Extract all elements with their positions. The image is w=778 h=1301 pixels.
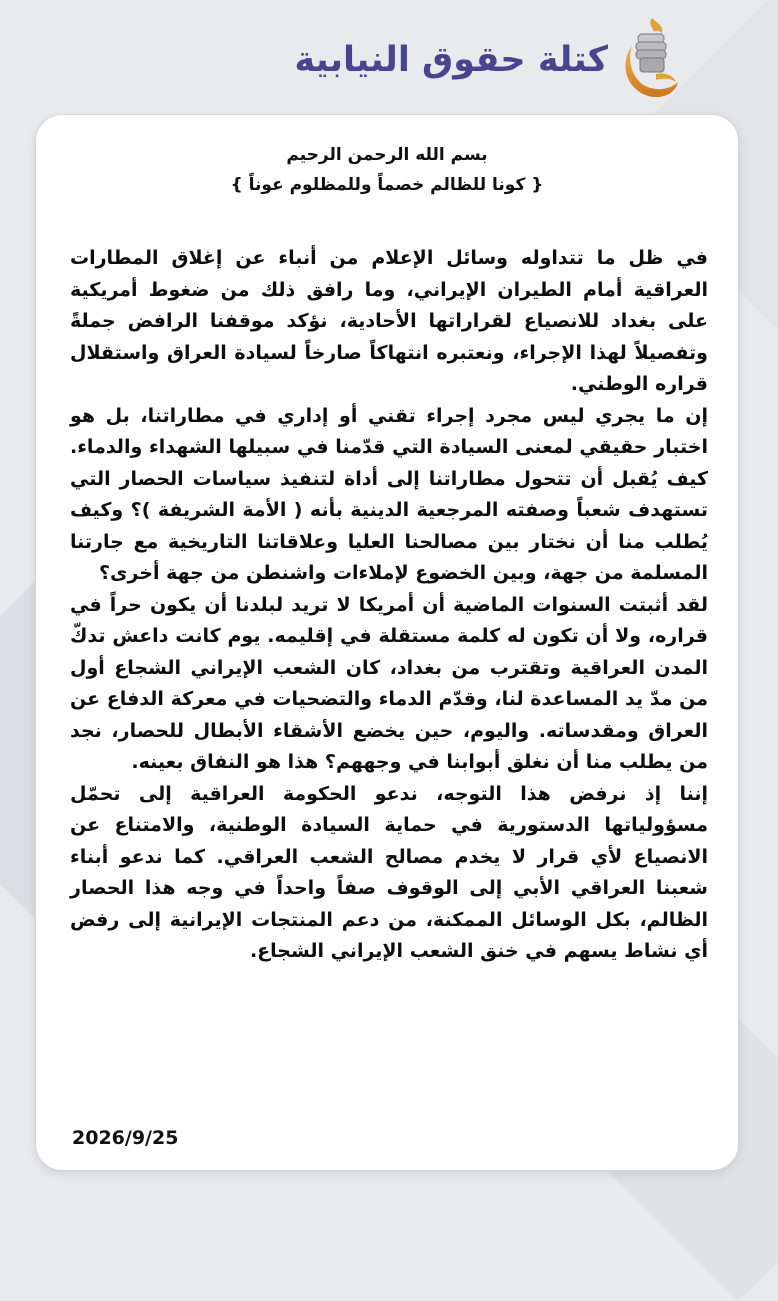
paragraph: في ظل ما تتداوله وسائل الإعلام من أنباء عن إغلاق المطارات العراقية أمام الطيران الإيراني، وما رافق ذلك من ضغوط أمريكية على بغداد للانصياع لقراراتها الأحادية، نؤكد موقفنا الرافض جملةً وتفصيلاً لهذا الإجراء، ونعتبره انتهاكاً صارخاً لسيادة العراق واستقلال قراره الوطني. xyxy=(70,247,708,395)
quote-heading: { كونا للظالم خصماً وللمظلوم عوناً } xyxy=(230,175,544,195)
basmala-heading: بسم الله الرحمن الرحيم xyxy=(286,145,488,165)
paragraph: لقد أثبتت السنوات الماضية أن أمريكا لا تريد لبلدنا أن يكون حراً في قراره، ولا أن تكون له كلمة مستقلة في إقليمه. يوم كانت داعش تدكّ المدن العراقية وتقترب من بغداد، كان الشعب الإيراني الشجاع أول من مدّ يد المساعدة لنا، وقدّم الدماء والتضحيات في معركة الدفاع عن العراق ومقدساته. واليوم، حين يخضع الأشقاء الأبطال للحصار، نجد من يطلب منا أن نغلق أبوابنا في وجههم؟ هذا هو النفاق بعينه. xyxy=(70,593,708,773)
paragraph: إننا إذ نرفض هذا التوجه، ندعو الحكومة العراقية إلى تحمّل مسؤولياتها الدستورية في حماية السيادة الوطنية، والامتناع عن الانصياع لأي قرار لا يخدم مصالح الشعب العراقي. كما ندعو أبناء شعبنا العراقي الأبي إلى الوقوف صفاً واحداً في وجه هذا الحصار الظالم، بكل الوسائل الممكنة، من دعم المنتجات الإيرانية إلى رفض أي نشاط يسهم في خنق الشعب الإيراني الشجاع. xyxy=(70,782,708,962)
page-title: كتلة حقوق النيابية xyxy=(294,40,608,80)
statement-body xyxy=(70,243,708,968)
paragraph: إن ما يجري ليس مجرد إجراء تقني أو إداري في مطاراتنا، بل هو اختبار حقيقي لمعنى السيادة التي قدّمنا في سبيلها الشهداء والدماء. كيف يُقبل أن تتحول مطاراتنا إلى أداة لتنفيذ سياسات الحصار التي تستهدف شعباً وصفته المرجعية الدينية بأنه ( الأمة الشريفة )؟ وكيف يُطلب منا أن نختار بين مصالحنا العليا وعلاقاتنا التاريخية مع جارتنا المسلمة من جهة، وبين الخضوع لإملاءات واشنطن من جهة أخرى؟ xyxy=(70,404,708,584)
fist-logo-icon xyxy=(618,16,680,102)
statement-date: 2026/9/25 xyxy=(72,1127,179,1149)
statement-card xyxy=(36,115,738,1170)
header xyxy=(0,0,778,110)
